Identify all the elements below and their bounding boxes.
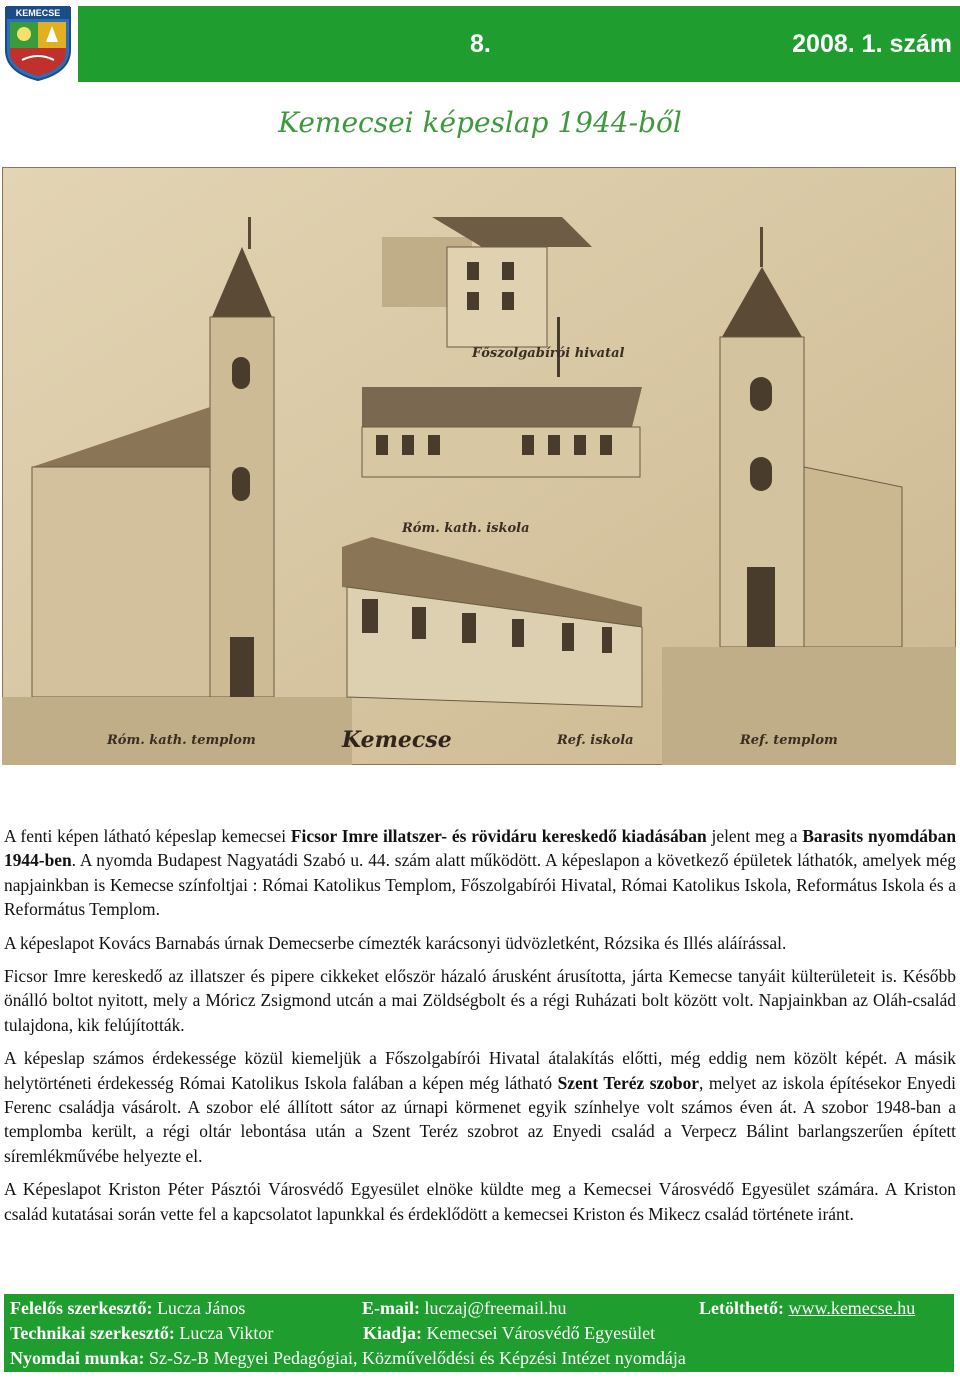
email-link[interactable]: luczaj@freemail.hu	[420, 1298, 567, 1318]
paragraph-1: A fenti képen látható képeslap kemecsei Ficsor Imre illatszer- és rövidáru kereskedő kiadásában jelent meg a Barasits nyomdában 1944-ben. A nyomda Budapest Nagyatádi Szabó u. 44. szám alatt működött. A képeslapon a következő épületek láthatók, amelyek még napjainkban is Kemecse színfoltjai : Római Katolikus Templom, Főszolgabírói Hivatal, Római Katolikus Iskola, Református Iskola és a Református Templom.	[4, 826, 956, 920]
logo-text: KEMECSE	[15, 8, 61, 18]
statue-highlight: Szent Teréz szobor	[557, 1072, 700, 1093]
footer-row-3	[10, 1346, 948, 1371]
editor-label: Felelős szerkesztő:	[10, 1298, 153, 1318]
download-label: Letölthető:	[699, 1298, 784, 1318]
publisher-label: Kiadja:	[363, 1323, 423, 1343]
email-label: E-mail:	[362, 1298, 420, 1318]
publisher-name: Kemecsei Városvédő Egyesület	[422, 1323, 656, 1343]
label-ref-iskola: Ref. iskola	[557, 733, 634, 748]
editor-name: Lucza János	[152, 1298, 246, 1318]
article-title: Kemecsei képeslap 1944-ből	[278, 106, 682, 139]
publisher-highlight: Ficsor Imre illatszer- és rövidáru kereskedő kiadásában	[290, 826, 707, 846]
issue-number: 2008. 1. szám	[792, 30, 952, 58]
paragraph-5: A Képeslapot Kriston Péter Pásztói Városvédő Egyesület elnöke küldte meg a Kemecsei Városvédő Egyesület számára. A Kriston család kutatásai során vette fel a kapcsolatot lapunkkal és érdeklődött a kemecsei Kriston és Mikecz család története iránt.	[4, 1179, 956, 1224]
page-number: 8.	[470, 30, 491, 58]
paragraph-4: A képeslap számos érdekessége közül kiemeljük a Főszolgabírói Hivatal átalakítás előtti, még eddig nem közölt képét. A másik helytörténeti érdekesség Római Katolikus Iskola falában a képen még látható Szent Teréz szobor, melyet az iskola építésekor Enyedi Ferenc családja vásárolt. A szobor elé állított sátor az úrnapi körmenet egyik színhelye volt számos éven át. A szobor 1948-ban a templomba került, a régi oltár lebontása után a Szent Teréz szobrot az Enyedi család a Verpecz Bálint barlangszerűen épített síremlékművébe helyezte el.	[4, 1048, 956, 1166]
paragraph-2: A képeslapot Kovács Barnabás úrnak Demecserbe címezték karácsonyi üdvözletként, Rózsika és Illés aláírással.	[4, 932, 787, 953]
tech-editor-name: Lucza Viktor	[174, 1323, 274, 1343]
page-footer	[4, 1294, 954, 1372]
print-label: Nyomdai munka:	[10, 1348, 145, 1368]
printer-highlight: Barasits nyomdában 1944-ben	[4, 826, 956, 871]
label-ref-templom: Ref. templom	[740, 733, 838, 748]
website-link[interactable]: www.kemecse.hu	[788, 1298, 916, 1318]
article-body	[4, 824, 956, 1235]
label-foszolgabiroi: Főszolgabírói hivatal	[472, 346, 625, 361]
page-header	[0, 0, 960, 84]
historic-postcard-image	[2, 167, 956, 765]
print-shop: Sz-Sz-B Megyei Pedagógiai, Közművelődési és Képzési Intézet nyomdája	[144, 1348, 686, 1368]
label-kath-templom: Róm. kath. templom	[107, 733, 256, 748]
label-town: Kemecse	[342, 727, 452, 753]
kemecse-coat-of-arms-logo	[2, 2, 74, 82]
paragraph-3: Ficsor Imre kereskedő az illatszer és pipere cikkeket először házaló árusként árusította, járta Kemecse tanyáit külterületeit is. Később önálló boltot nyitott, mely a Móricz Zsigmond utcán a mai Zöldségbolt és a régi Ruházati bolt között volt. Napjainkban az Oláh-család tulajdona, kik felújították.	[4, 966, 956, 1035]
footer-row-1	[10, 1296, 948, 1321]
tech-editor-label: Technikai szerkesztő:	[10, 1323, 175, 1343]
footer-row-2	[10, 1321, 948, 1346]
label-kath-iskola: Róm. kath. iskola	[402, 521, 530, 536]
